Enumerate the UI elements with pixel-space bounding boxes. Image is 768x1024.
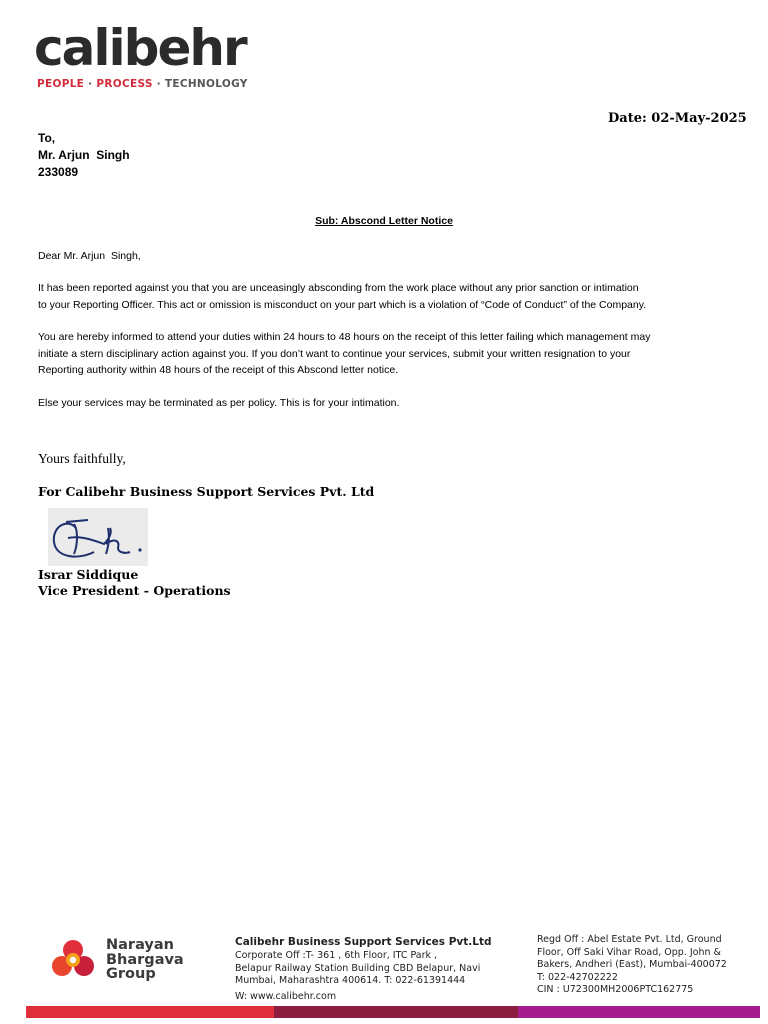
footer-bar-magenta xyxy=(518,1006,760,1018)
tagline-separator: · xyxy=(152,78,165,90)
corporate-line: Belapur Railway Station Building CBD Belapur, Navi xyxy=(235,962,481,974)
recipient-block xyxy=(38,130,130,181)
paragraph-2: You are hereby informed to attend your duties within 24 hours to 48 hours on the receipt of this letter failing which management may initiate a stern disciplinary action against you. If you don’t want to continue your services, submit your written resignation to your Reporting authority within 48 hours of the receipt of this Abscond letter notice. xyxy=(38,331,651,376)
signatory-name: Israr Siddique xyxy=(38,567,139,582)
group-name-line: Group xyxy=(106,966,156,982)
tagline-process: PROCESS xyxy=(96,78,153,90)
registered-line: Bakers, Andheri (East), Mumbai-400072 xyxy=(537,959,727,970)
registered-address xyxy=(537,934,762,997)
narayan-bhargava-logo-icon xyxy=(50,938,96,980)
letter-subject: Sub: Abscond Letter Notice xyxy=(315,215,453,227)
tagline-technology: TECHNOLOGY xyxy=(164,78,248,90)
salutation: Dear Mr. Arjun Singh, xyxy=(38,250,141,262)
tagline-people: PEOPLE xyxy=(37,78,85,90)
recipient-id: 233089 xyxy=(38,165,79,179)
corporate-line: Mumbai, Maharashtra 400614. T: 022-61391444 xyxy=(235,975,466,986)
corporate-address xyxy=(235,934,525,1003)
registered-line: T: 022-42702222 xyxy=(537,971,618,983)
signature-image xyxy=(48,508,148,566)
recipient-to: To, xyxy=(38,131,56,145)
registered-line: Floor, Off Saki Vihar Road, Opp. John & xyxy=(537,946,721,958)
closing: Yours faithfully, xyxy=(38,451,126,466)
logo-tagline xyxy=(37,78,248,91)
signatory-block xyxy=(38,567,231,599)
group-name xyxy=(106,938,184,982)
calibehr-logo: calibehr xyxy=(34,19,246,77)
corporate-line: Corporate Off :T- 361 , 6th Floor, ITC Park , xyxy=(235,950,438,961)
signatory-title: Vice President - Operations xyxy=(38,583,231,598)
group-name-line: Narayan xyxy=(106,937,174,953)
letter-date: Date: 02-May-2025 xyxy=(608,111,747,126)
paragraph-1: It has been reported against you that you are unceasingly absconding from the work place without any prior sanction or intimation to your Reporting Officer. This act or omission is misconduct on your part which is a violation of “Code of Conduct” of the Company. xyxy=(38,282,647,311)
tagline-separator: · xyxy=(84,78,97,90)
footer-company-name: Calibehr Business Support Services Pvt.Ltd xyxy=(235,936,492,948)
cin-number: CIN : U72300MH2006PTC162775 xyxy=(537,984,694,995)
footer-bar-maroon xyxy=(274,1006,518,1018)
paragraph-3: Else your services may be terminated as per policy. This is for your intimation. xyxy=(38,397,400,409)
footer-bar-red xyxy=(26,1006,274,1018)
group-name-line: Bhargava xyxy=(106,951,184,968)
registered-line: Regd Off : Abel Estate Pvt. Ltd, Ground xyxy=(537,934,722,945)
recipient-name: Mr. Arjun Singh xyxy=(38,148,130,162)
website: W: www.calibehr.com xyxy=(235,990,337,1002)
for-company: For Calibehr Business Support Services Pvt. Ltd xyxy=(38,484,375,499)
